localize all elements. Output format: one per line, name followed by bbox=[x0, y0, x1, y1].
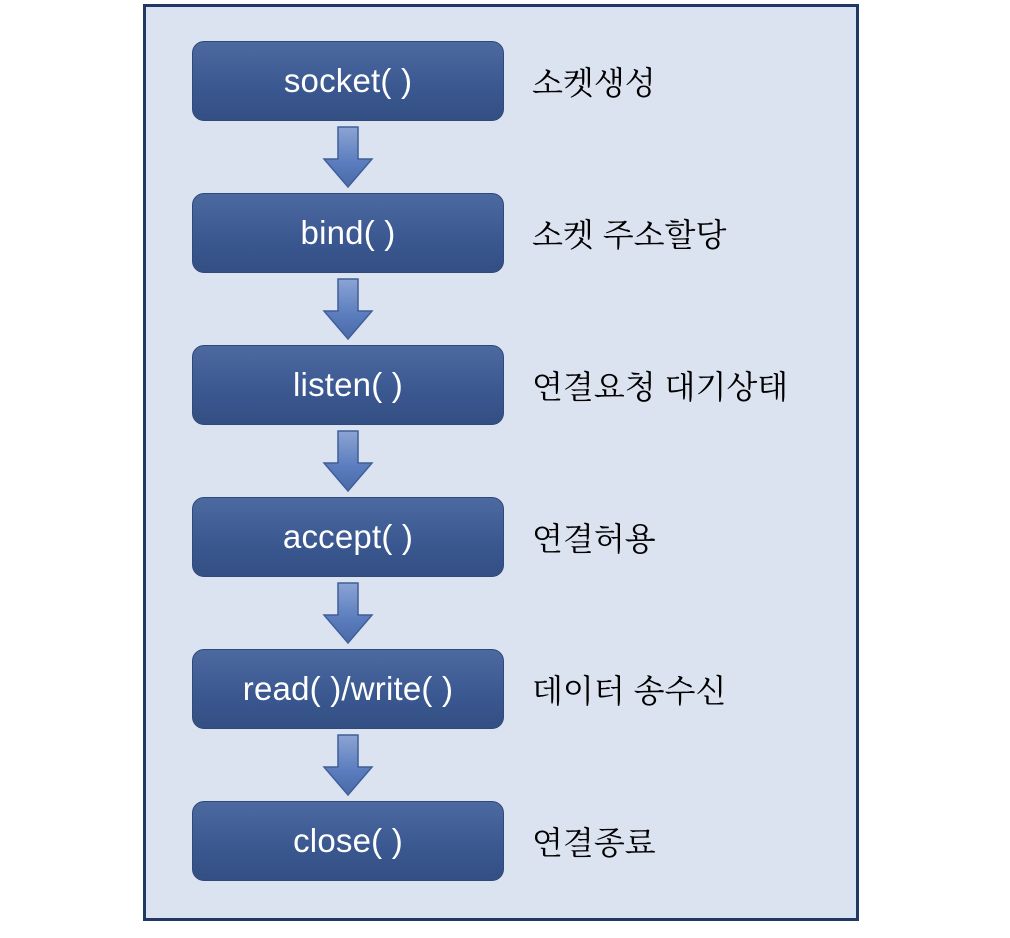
flow-step bbox=[192, 497, 656, 577]
flow-node-listen bbox=[192, 345, 504, 425]
flow-step bbox=[192, 801, 656, 881]
flow-arrow-gap bbox=[192, 273, 504, 345]
flow-caption-close: 연결종료 bbox=[532, 825, 656, 861]
flow-arrow-gap bbox=[192, 425, 504, 497]
flow-step bbox=[192, 345, 789, 425]
flow-node-label: bind( ) bbox=[300, 214, 396, 251]
flow-arrow-gap bbox=[192, 121, 504, 193]
flow-node-accept bbox=[192, 497, 504, 577]
flow-step bbox=[192, 193, 727, 273]
down-arrow-icon bbox=[322, 581, 374, 645]
flow-caption-listen: 연결요청 대기상태 bbox=[532, 369, 789, 405]
down-arrow-icon bbox=[322, 125, 374, 189]
flow-column bbox=[192, 41, 789, 881]
flow-step bbox=[192, 649, 727, 729]
flow-node-label: close( ) bbox=[293, 822, 403, 859]
flow-node-label: accept( ) bbox=[282, 518, 414, 555]
down-arrow-icon bbox=[322, 429, 374, 493]
flow-arrow-gap bbox=[192, 577, 504, 649]
diagram-frame bbox=[143, 4, 859, 921]
flow-node-bind bbox=[192, 193, 504, 273]
flow-caption-accept: 연결허용 bbox=[532, 521, 656, 557]
down-arrow-icon bbox=[322, 733, 374, 797]
flow-node-label: socket( ) bbox=[283, 62, 413, 99]
flow-node-close bbox=[192, 801, 504, 881]
flow-arrow-gap bbox=[192, 729, 504, 801]
flow-step bbox=[192, 41, 656, 121]
down-arrow-icon bbox=[322, 277, 374, 341]
flow-caption-read-write: 데이터 송수신 bbox=[532, 673, 727, 709]
flow-node-socket bbox=[192, 41, 504, 121]
flow-node-label: read( )/write( ) bbox=[242, 670, 454, 707]
flow-caption-bind: 소켓 주소할당 bbox=[532, 217, 727, 253]
flow-node-label: listen( ) bbox=[293, 366, 403, 403]
flow-node-read-write bbox=[192, 649, 504, 729]
flow-caption-socket: 소켓생성 bbox=[532, 65, 656, 101]
